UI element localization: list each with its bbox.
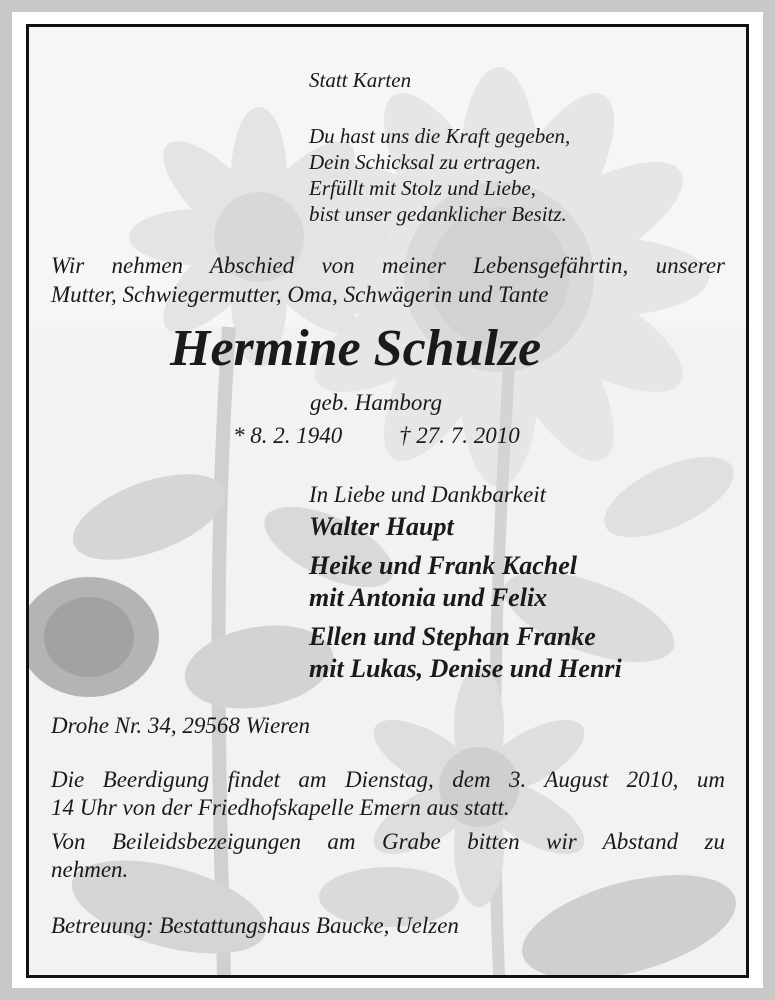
mourner-line: Walter Haupt [309,512,454,541]
funeral-line: 14 Uhr von der Friedhofskapelle Emern aus statt. [51,795,510,820]
mourner-line: Heike und Frank Kachel [309,551,577,580]
undertaker: Betreuung: Bestattungshaus Baucke, Uelzen [51,913,459,938]
birth-name: geb. Hamborg [310,390,443,415]
mourner-line: mit Antonia und Felix [309,583,548,612]
obituary-frame [26,24,749,978]
address: Drohe Nr. 34, 29568 Wieren [51,713,310,738]
death-date: † 27. 7. 2010 [399,423,520,448]
obituary-page [12,12,763,988]
poem-line: Dein Schicksal zu ertragen. [309,150,542,174]
announcement-line: Wir nehmen Abschied von meiner Lebensgefährtin, unserer [51,253,725,278]
intro-line: Statt Karten [309,68,412,92]
mourner-line: Ellen und Stephan Franke [309,622,596,651]
poem-line: Du hast uns die Kraft gegeben, [309,124,571,148]
poem-line: bist unser gedanklicher Besitz. [309,202,567,226]
mourner-line: mit Lukas, Denise und Henri [309,654,622,683]
condolences-line: nehmen. [51,857,129,882]
funeral-line: Die Beerdigung findet am Dienstag, dem 3. August 2010, um [51,767,725,792]
deceased-name: Hermine Schulze [170,320,542,377]
condolences-line: Von Beileidsbezeigungen am Grabe bitten wir Abstand zu [51,829,725,854]
announcement-line: Mutter, Schwiegermutter, Oma, Schwägerin und Tante [51,282,549,307]
mourners-intro: In Liebe und Dankbarkeit [309,482,546,507]
birth-date: * 8. 2. 1940 [233,423,343,448]
poem-line: Erfüllt mit Stolz und Liebe, [309,176,536,200]
obituary-text [29,27,746,975]
